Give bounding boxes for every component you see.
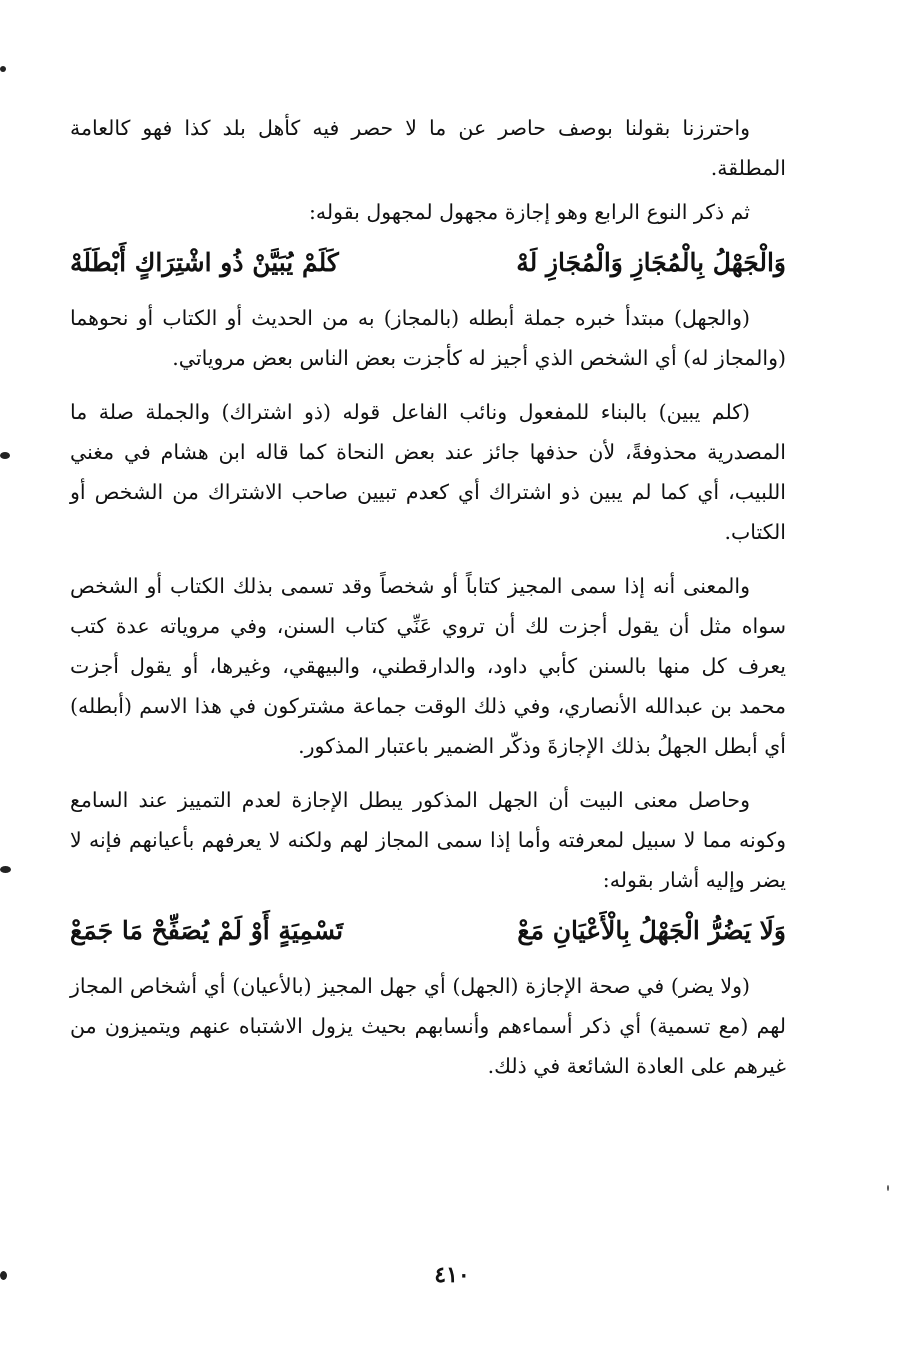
scan-mark bbox=[0, 866, 11, 873]
verse-2-first-hemistich: وَلَا يَضُرُّ الْجَهْلُ بِالْأَعْيَانِ مَعْ bbox=[517, 916, 786, 945]
verse-1-first-hemistich: وَالْجَهْلُ بِالْمُجَازِ وَالْمُجَازِ لَهْ bbox=[516, 248, 786, 277]
verse-line-2 bbox=[70, 906, 786, 956]
paragraph-exclusion-note: واحترزنا بقولنا بوصف حاصر عن ما لا حصر فيه كأهل بلد كذا فهو كالعامة المطلقة. bbox=[70, 116, 786, 180]
paragraph-kalam-yubayyan: (كلم يبين) بالبناء للمفعول ونائب الفاعل قوله (ذو اشتراك) والجملة صلة ما المصدرية محذوفةً، لأن حذفها جائز عند بعض النحاة كما قاله ابن هشام في مغني اللبيب، أي كما لم يبين ذو اشتراك أي كعدم تبيين صاحب الاشتراك من الشخص أو الكتاب. bbox=[70, 400, 786, 544]
paragraph-jahl-explanation: (والجهل) مبتدأ خبره جملة أبطله (بالمجاز) به من الحديث أو الكتاب أو نحوهما (والمجاز له) أي الشخص الذي أجيز له كأجزت بعض الناس بعض مروياتي. bbox=[70, 306, 786, 370]
verse-line-1 bbox=[70, 238, 786, 288]
paragraph-verse-summary: وحاصل معنى البيت أن الجهل المذكور يبطل الإجازة لعدم التمييز عند السامع وكونه مما لا سبيل لمعرفته وأما إذا سمى المجاز لهم ولكنه لا يعرفهم بأعيانهم فإنه لا يضر وإليه أشار بقوله: bbox=[70, 788, 786, 892]
paragraph-la-yadurr: (ولا يضر) في صحة الإجازة (الجهل) أي جهل المجيز (بالأعيان) أي أشخاص المجاز لهم (مع تسمية) أي ذكر أسماءهم وأنسابهم بحيث يزول الاشتباه عنهم ويتميزون من غيرهم على العادة الشائعة في ذلك. bbox=[70, 974, 786, 1078]
scan-mark bbox=[887, 1185, 889, 1191]
scan-mark bbox=[0, 66, 6, 72]
scan-mark bbox=[0, 452, 10, 459]
paragraph-meaning: والمعنى أنه إذا سمى المجيز كتاباً أو شخصاً وقد تسمى بذلك الكتاب أو الشخص سواه مثل أن يقول أجزت لك أن تروي عَنِّي كتاب السنن، وفي مروياته عدة كتب يعرف كل منها بالسنن كأبي داود، والدارقطني، والبيهقي، وغيرها، أو يقول أجزت محمد بن عبدالله الأنصاري، وفي ذلك الوقت جماعة مشتركون في هذا الاسم (أبطله) أي أبطل الجهلُ بذلك الإجازةَ وذكّر الضمير باعتبار المذكور. bbox=[70, 574, 786, 758]
page-body bbox=[70, 108, 786, 1086]
verse-1-second-hemistich: كَلَمْ يُبَيَّنْ ذُو اشْتِرَاكٍ أَبْطَلَهْ bbox=[70, 248, 339, 277]
paragraph-fourth-type-intro: ثم ذكر النوع الرابع وهو إجازة مجهول لمجهول بقوله: bbox=[309, 200, 750, 224]
verse-2-second-hemistich: تَسْمِيَةٍ أَوْ لَمْ يُصَفِّحْ مَا جَمَعْ bbox=[70, 916, 344, 945]
page-number: ٤١٠ bbox=[434, 1262, 470, 1288]
scan-mark bbox=[0, 1271, 7, 1280]
